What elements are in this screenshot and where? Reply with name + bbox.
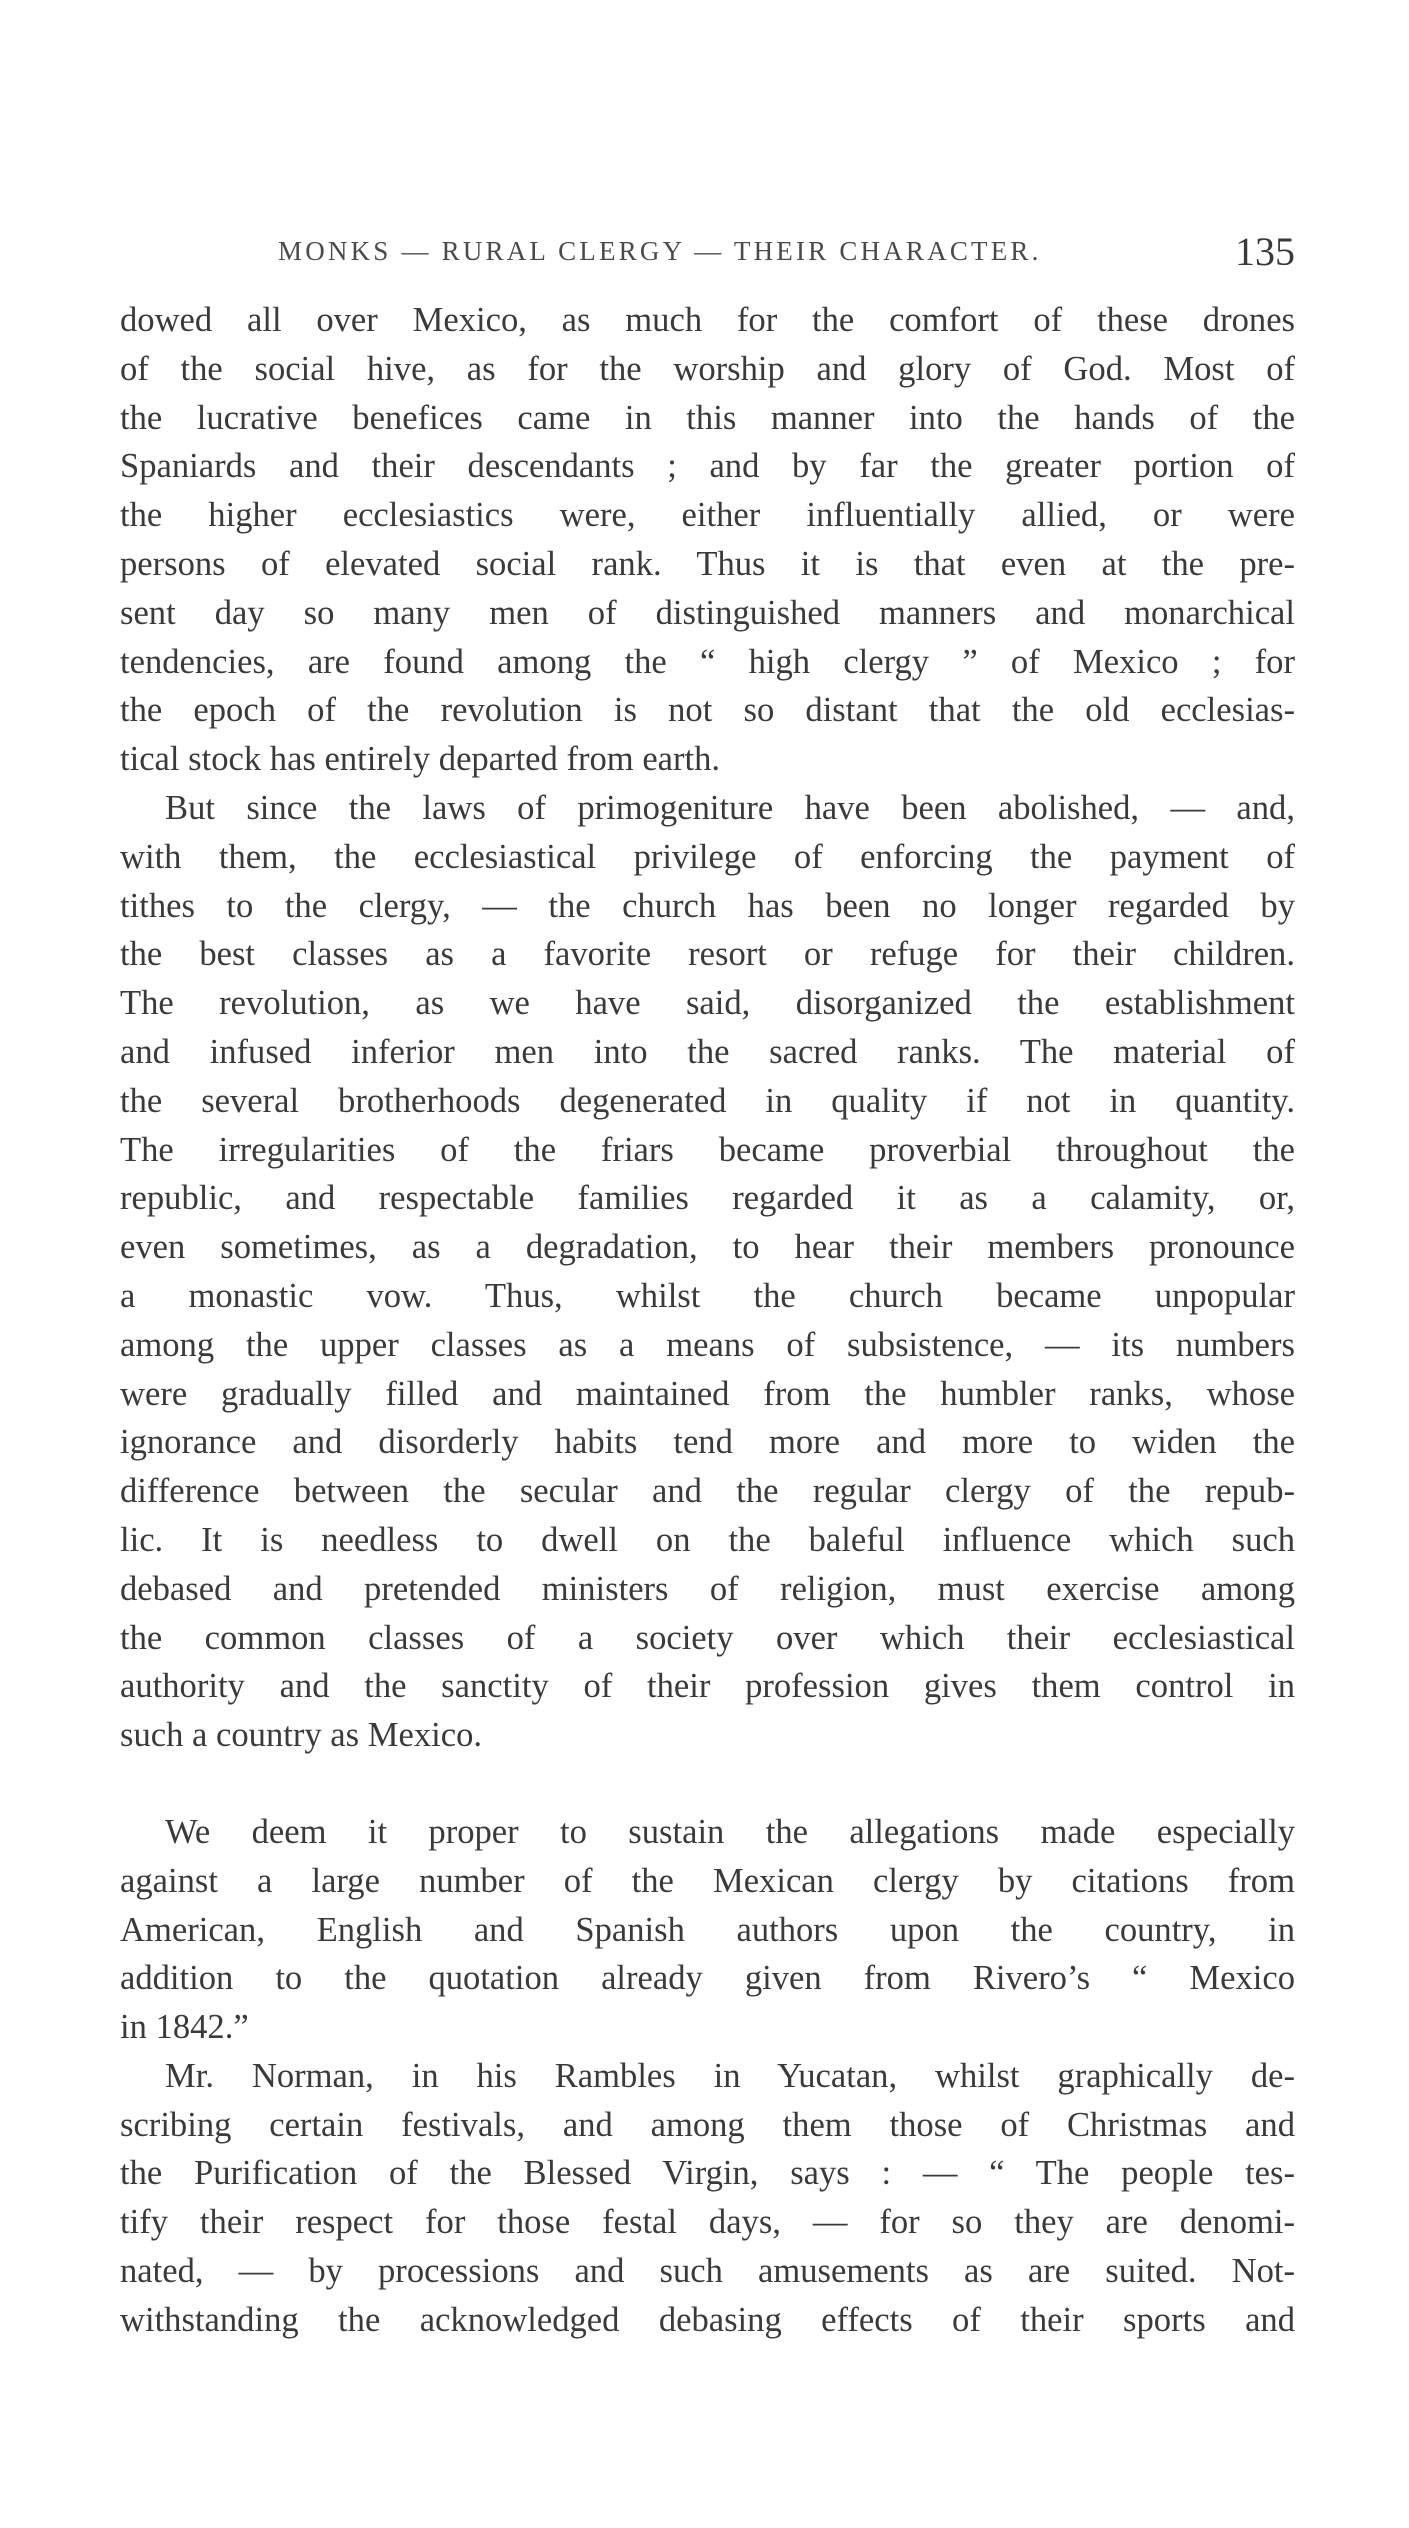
text-line: among the upper classes as a means of subsistence, — its numbers	[120, 1325, 1295, 1364]
running-head	[120, 228, 1295, 278]
paragraph	[120, 1808, 1295, 2052]
text-line: against a large number of the Mexican clergy by citations from	[120, 1861, 1295, 1900]
text-line: the higher ecclesiastics were, either influentially allied, or were	[120, 496, 1295, 535]
page-number: 135	[1235, 229, 1295, 274]
text-line: scribing certain festivals, and among them those of Christmas and	[120, 2105, 1295, 2144]
text-line: authority and the sanctity of their profession gives them control in	[120, 1667, 1295, 1706]
text-line: such a country as Mexico.	[120, 1716, 483, 1755]
paragraph	[120, 2052, 1295, 2345]
paragraph	[120, 784, 1295, 1760]
text-line: the Purification of the Blessed Virgin, says : — “ The people tes-	[120, 2154, 1295, 2193]
text-line: dowed all over Mexico, as much for the comfort of these drones	[120, 301, 1295, 339]
text-line: We deem it proper to sustain the allegations made especially	[165, 1812, 1295, 1851]
text-line: the lucrative benefices came in this manner into the hands of the	[120, 398, 1295, 437]
text-line: were gradually filled and maintained from the humbler ranks, whose	[120, 1374, 1295, 1413]
text-line: Spaniards and their descendants ; and by far the greater portion of	[120, 447, 1295, 486]
text-line: sent day so many men of distinguished manners and monarchical	[120, 593, 1295, 632]
text-line: tical stock has entirely departed from earth.	[120, 740, 721, 779]
text-line: debased and pretended ministers of religion, must exercise among	[120, 1569, 1295, 1608]
text-line: difference between the secular and the regular clergy of the repub-	[120, 1472, 1295, 1511]
text-line: withstanding the acknowledged debasing effects of their sports and	[120, 2300, 1295, 2339]
text-line: persons of elevated social rank. Thus it is that even at the pre-	[120, 544, 1295, 583]
text-line: of the social hive, as for the worship and glory of God. Most of	[120, 349, 1295, 388]
text-line: addition to the quotation already given from Rivero’s “ Mexico	[120, 1959, 1295, 1998]
text-line: But since the laws of primogeniture have been abolished, — and,	[165, 788, 1295, 827]
text-line: even sometimes, as a degradation, to hear their members pronounce	[120, 1228, 1295, 1267]
text-line: lic. It is needless to dwell on the baleful influence which such	[120, 1520, 1295, 1559]
text-line: The revolution, as we have said, disorganized the establishment	[120, 984, 1295, 1023]
paragraph	[120, 296, 1295, 784]
text-line: tendencies, are found among the “ high clergy ” of Mexico ; for	[120, 642, 1295, 681]
text-line: ignorance and disorderly habits tend more and more to widen the	[120, 1423, 1295, 1462]
text-line: The irregularities of the friars became proverbial throughout the	[120, 1130, 1295, 1169]
text-line: and infused inferior men into the sacred ranks. The material of	[120, 1032, 1295, 1071]
text-line: tify their respect for those festal days, — for so they are denomi-	[120, 2203, 1295, 2242]
section-break	[120, 1760, 1295, 1808]
text-line: tithes to the clergy, — the church has been no longer regarded by	[120, 886, 1295, 925]
text-line: a monastic vow. Thus, whilst the church became unpopular	[120, 1276, 1295, 1315]
body-text	[120, 296, 1295, 2345]
running-title: MONKS — RURAL CLERGY — THEIR CHARACTER.	[278, 236, 1042, 266]
text-line: Mr. Norman, in his Rambles in Yucatan, whilst graphically de-	[165, 2056, 1295, 2095]
text-line: in 1842.”	[120, 2008, 249, 2047]
text-line: the best classes as a favorite resort or refuge for their children.	[120, 935, 1295, 974]
text-line: the several brotherhoods degenerated in quality if not in quantity.	[120, 1081, 1295, 1120]
text-line: with them, the ecclesiastical privilege of enforcing the payment of	[120, 837, 1295, 876]
text-line: the epoch of the revolution is not so distant that the old ecclesias-	[120, 691, 1295, 730]
text-line: republic, and respectable families regarded it as a calamity, or,	[120, 1179, 1295, 1218]
text-line: the common classes of a society over which their ecclesiastical	[120, 1618, 1295, 1657]
text-line: American, English and Spanish authors upon the country, in	[120, 1910, 1295, 1949]
text-line: nated, — by processions and such amusements as are suited. Not-	[120, 2252, 1295, 2291]
